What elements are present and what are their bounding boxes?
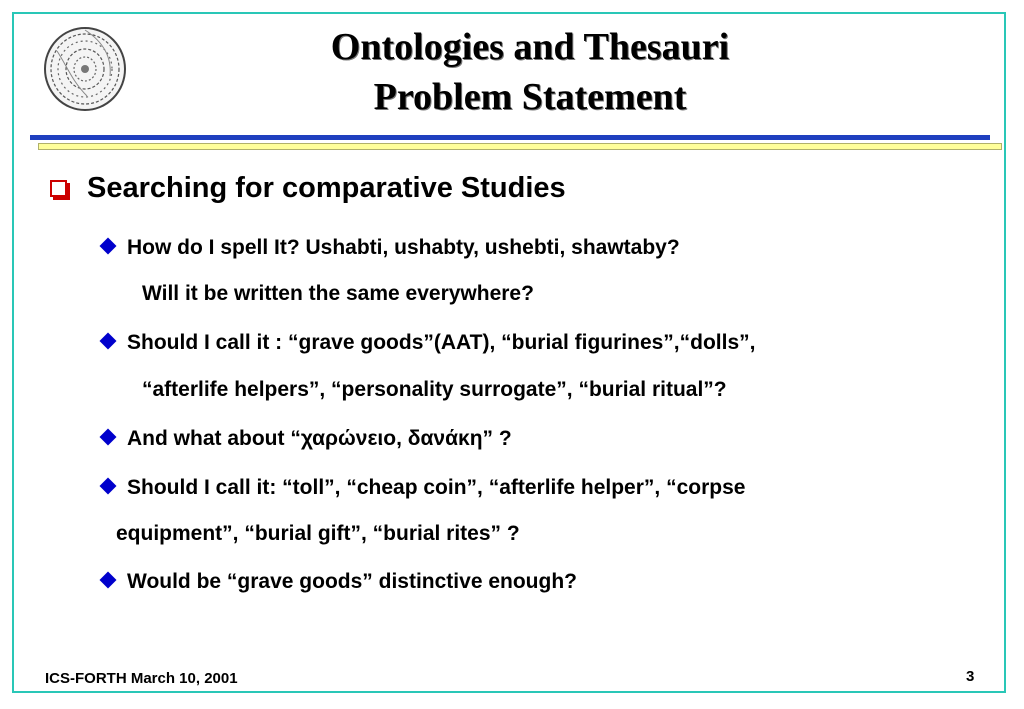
- list-item-text: Should I call it: “toll”, “cheap coin”, “afterlife helper”, “corpse: [127, 476, 746, 499]
- list-item-continuation: equipment”, “burial gift”, “burial rites” ?: [116, 522, 520, 545]
- list-item-continuation: “afterlife helpers”, “personality surrogate”, “burial ritual”?: [142, 378, 727, 401]
- list-item-text: Would be “grave goods” distinctive enough?: [127, 570, 577, 593]
- list-item-continuation: Will it be written the same everywhere?: [142, 282, 534, 305]
- list-item-text: And what about “χαρώνειο, δανάκη” ?: [127, 427, 512, 450]
- page-number: 3: [966, 668, 975, 685]
- title-rule-yellow: [38, 143, 1002, 150]
- slide-title: [200, 22, 860, 122]
- list-item: [100, 476, 745, 500]
- title-line-1: Ontologies and Thesauri: [330, 26, 730, 68]
- list-item: [100, 236, 680, 260]
- title-rule-blue: [30, 135, 990, 140]
- diamond-icon: [100, 572, 117, 589]
- diamond-icon: [100, 429, 117, 446]
- main-bullet: [50, 172, 566, 205]
- diamond-icon: [100, 333, 117, 350]
- list-item: [100, 427, 512, 451]
- title-line-2: Problem Statement: [373, 76, 687, 118]
- list-item-text: How do I spell It? Ushabti, ushabty, ushebti, shawtaby?: [127, 236, 680, 259]
- diamond-icon: [100, 478, 117, 495]
- list-item: [100, 570, 577, 594]
- diamond-icon: [100, 238, 117, 255]
- phaistos-disc-logo: [42, 26, 128, 112]
- list-item-text: Should I call it : “grave goods”(AAT), “burial figurines”,“dolls”,: [127, 331, 756, 354]
- footer-text: ICS-FORTH March 10, 2001: [45, 670, 238, 687]
- list-item: [100, 331, 755, 355]
- square-box-icon: [50, 180, 67, 197]
- main-bullet-text: Searching for comparative Studies: [87, 172, 566, 204]
